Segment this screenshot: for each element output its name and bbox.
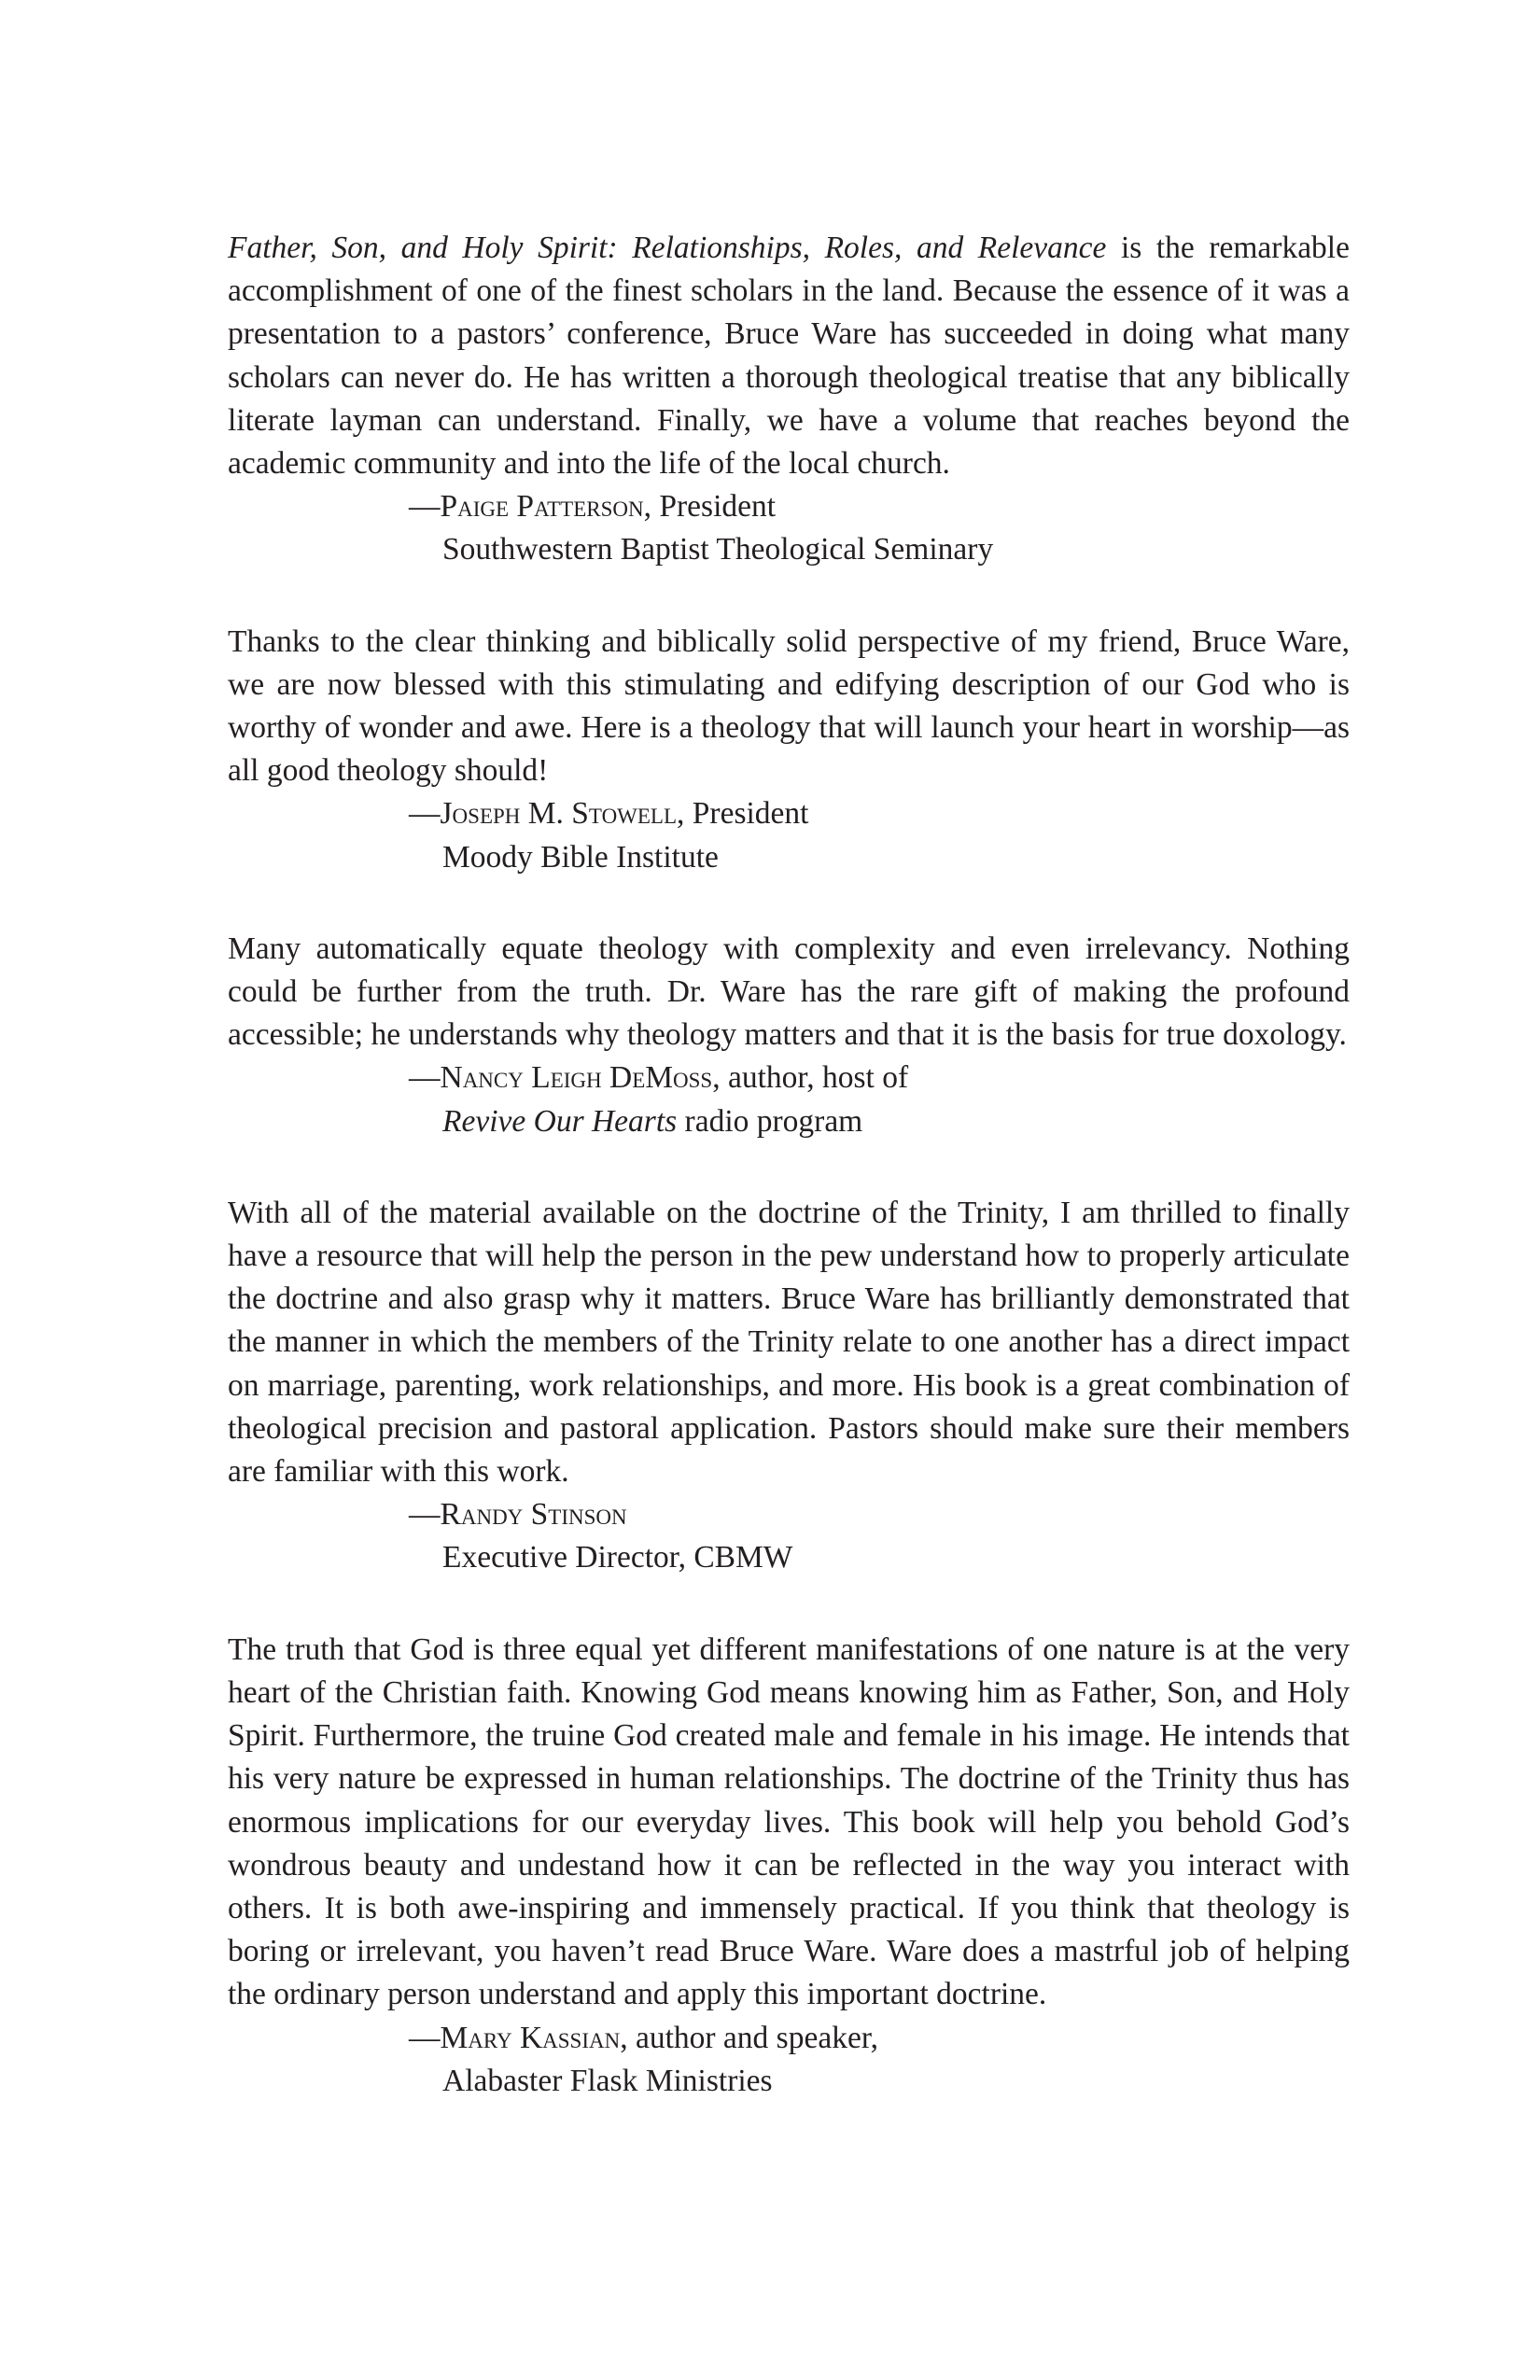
- endorsement-body: is the remarkable accomplishment of one of the finest scholars in the land. Because the essence of it was a presentation to a pastors’ conference, Bruce Ware has succeeded in doing what many scholars can never do. He has written a thorough theological treatise that any biblically literate layman can understand. Finally, we have a volume that reaches beyond the academic community and into the life of the local church.: [228, 231, 1350, 482]
- endorser-attribution: [228, 792, 1350, 835]
- endorser-role: , President: [643, 489, 777, 525]
- endorser-attribution: [228, 2017, 1350, 2060]
- endorsement-text: Thanks to the clear thinking and biblically solid perspective of my friend, Bruce Ware, we are now blessed with this stimulating and edifying description of our God who is worthy of wonder and awe. Here is a theology that will launch your heart in worship—as all good theology should!: [228, 623, 1350, 789]
- em-dash: —: [409, 1060, 441, 1096]
- endorsement-text: [228, 227, 1350, 485]
- program-title: Revive Our Hearts: [442, 1103, 678, 1139]
- endorsement-stowell: [228, 621, 1350, 879]
- endorser-role: , author and speaker,: [620, 2020, 879, 2055]
- endorser-affiliation: Executive Director, CBMW: [442, 1540, 793, 1575]
- em-dash: —: [409, 2020, 441, 2055]
- program-suffix: radio program: [677, 1103, 863, 1139]
- endorsement-text: Many automatically equate theology with complexity and even irrelevancy. Nothing could be further from the truth. Dr. Ware has the rare gift of making the profound accessible; he understands why theology matters and that it is the basis for true doxology.: [228, 931, 1350, 1053]
- endorser-attribution: [228, 485, 1350, 528]
- endorser-affiliation: Southwestern Baptist Theological Seminary: [442, 532, 994, 567]
- endorsement-kassian: [228, 1629, 1350, 2103]
- em-dash: —: [409, 1497, 441, 1533]
- endorser-name: Nancy Leigh DeMoss: [440, 1060, 713, 1096]
- endorser-affiliation: Alabaster Flask Ministries: [442, 2063, 773, 2098]
- endorser-attribution: [228, 1493, 1350, 1536]
- endorser-name: Randy Stinson: [440, 1497, 627, 1533]
- endorser-role: , President: [677, 796, 809, 832]
- endorser-name: Paige Patterson: [440, 489, 644, 525]
- endorser-name: Mary Kassian: [440, 2020, 621, 2055]
- book-title: Father, Son, and Holy Spirit: Relationships, Roles, and Relevance: [228, 231, 1107, 265]
- endorsement-text: The truth that God is three equal yet different manifestations of one nature is at the very heart of the Christian faith. Knowing God means knowing him as Father, Son, and Holy Spirit. Furthermore, the truine God created male and female in his image. He intends that his very nature be expressed in human relationships. The doctrine of the Trinity thus has enormous implications for our everyday lives. This book will help you behold God’s wondrous beauty and undestand how it can be reflected in the way you interact with others. It is both awe-inspiring and immensely practical. If you think that theology is boring or irrelevant, you haven’t read Bruce Ware. Ware does a mastrful job of helping the ordinary person understand and apply this important doctrine.: [228, 1631, 1350, 2012]
- endorser-affiliation: Moody Bible Institute: [442, 839, 719, 875]
- endorsements-page: [228, 227, 1350, 2151]
- endorsement-text: With all of the material available on the doctrine of the Trinity, I am thrilled to finally have a resource that will help the person in the pew understand how to properly articulate the doctrine and also grasp why it matters. Bruce Ware has brilliantly demonstrated that the manner in which the members of the Trinity relate to one another has a direct impact on marriage, parenting, work relationships, and more. His book is a great combination of theological precision and pastoral application. Pastors should make sure their members are familiar with this work.: [228, 1195, 1350, 1490]
- endorser-name: Joseph M. Stowell: [440, 796, 678, 832]
- endorsement-stinson: [228, 1192, 1350, 1580]
- endorsement-demoss: [228, 928, 1350, 1143]
- endorser-attribution: [228, 1057, 1350, 1099]
- em-dash: —: [409, 796, 441, 832]
- em-dash: —: [409, 489, 441, 525]
- endorser-role: , author, host of: [712, 1060, 909, 1096]
- endorsement-patterson: [228, 227, 1350, 572]
- endorser-affiliation: [228, 1100, 1350, 1143]
